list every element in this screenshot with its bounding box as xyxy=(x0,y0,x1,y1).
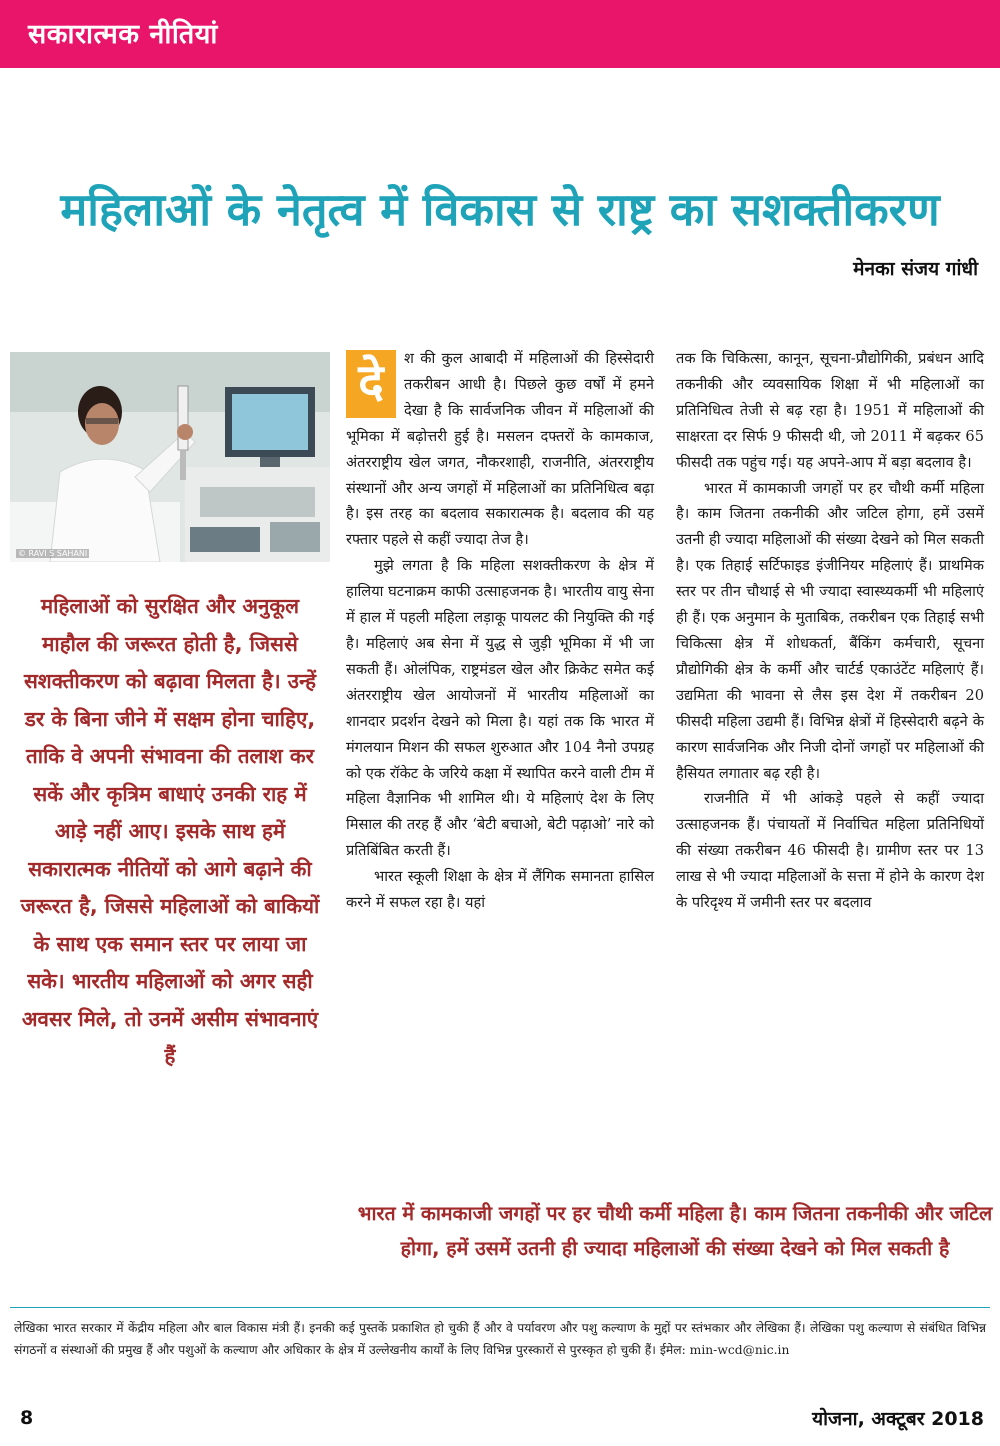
paragraph-1: श की कुल आबादी में महिलाओं की हिस्सेदारी तकरीबन आधी है। पिछले कुछ वर्षों में हमने देखा है कि सार्वजनिक जीवन में महिलाओं की भूमिका में बढ़ोत्तरी हुई है। मसलन दफ्तरों के कामकाज, अंतरराष्ट्रीय खेल जगत, नौकरशाही, राजनीति, अंतरराष्ट्रीय संस्थानों और अन्य जगहों में महिलाओं का प्रतिनिधित्व बढ़ा है। इस तरह का बदलाव सकारात्मक है। बदलाव की यह रफ्तार पहले से कहीं ज्यादा तेज है। xyxy=(346,350,654,549)
photo-credit: © RAVI S SAHANI xyxy=(18,549,88,558)
article-column-2 xyxy=(676,346,984,916)
footnote-divider xyxy=(10,1307,990,1308)
article-title: महिलाओं के नेतृत्व में विकास से राष्ट्र का सशक्तीकरण xyxy=(60,183,940,236)
paragraph-3: भारत स्कूली शिक्षा के क्षेत्र में लैंगिक समानता हासिल करने में सफल रहा है। यहां xyxy=(346,868,654,912)
author-footnote: लेखिका भारत सरकार में केंद्रीय महिला और बाल विकास मंत्री हैं। इनकी कई पुस्तकें प्रकाशित हो चुकी हैं और वे पर्यावरण और पशु कल्याण के मुद्दों पर स्तंभकार और लेखिका हैं। लेखिका पशु कल्याण से संबंधित विभिन्न संगठनों व संस्थाओं की प्रमुख हैं और पशुओं के कल्याण और अधिकार के क्षेत्र में उल्लेखनीय कार्यों के लिए विभिन्न पुरस्कारों से पुरस्कृत हो चुकी हैं। ईमेल: min-wcd@nic.in xyxy=(14,1321,986,1357)
author-name: मेनका संजय गांधी xyxy=(853,258,978,280)
pull-quote-bottom: भारत में कामकाजी जगहों पर हर चौथी कर्मी महिला है। काम जितना तकनीकी और जटिल होगा, हमें उसमें उतनी ही ज्यादा महिलाओं की संख्या देखने को मिल सकती है xyxy=(357,1202,993,1260)
section-label: सकारात्मक नीतियां xyxy=(28,19,218,50)
photo-scientist-pipette-icon xyxy=(10,352,330,562)
article-photo xyxy=(10,352,330,562)
page-number: 8 xyxy=(20,1407,34,1429)
drop-cap: दे xyxy=(346,350,396,418)
paragraph-4: तक कि चिकित्सा, कानून, सूचना-प्रौद्योगिकी, प्रबंधन आदि तकनीकी और व्यवसायिक शिक्षा में भी महिलाओं का प्रतिनिधित्व तेजी से बढ़ रहा है। 1951 में महिलाओं की साक्षरता दर सिर्फ 9 फीसदी थी, जो 2011 में बढ़कर 65 फीसदी तक पहुंच गई। यह अपने-आप में बड़ा बदलाव है। xyxy=(676,350,984,471)
paragraph-2: मुझे लगता है कि महिला सशक्तीकरण के क्षेत्र में हालिया घटनाक्रम काफी उत्साहजनक है। भारतीय वायु सेना में हाल में पहली महिला लड़ाकू पायलट की नियुक्ति की गई है। महिलाएं अब सेना में युद्ध से जुड़ी भूमिका में भी जा सकती हैं। ओलंपिक, राष्ट्रमंडल खेल और क्रिकेट समेत कई अंतरराष्ट्रीय खेल आयोजनों में भारतीय महिलाओं का शानदार प्रदर्शन देखने को मिला है। यहां तक कि भारत में मंगलयान मिशन की सफल शुरुआत और 104 नैनो उपग्रह को एक रॉकेट के जरिये कक्षा में स्थापित करने वाली टीम में महिला वैज्ञानिक भी शामिल थी। ये महिलाएं देश के लिए मिसाल की तरह हैं और ‘बेटी बचाओ, बेटी पढ़ाओ’ नारे को प्रतिबिंबित करती हैं। xyxy=(346,557,654,860)
article-column-1 xyxy=(346,346,654,916)
magazine-issue: योजना, अक्टूबर 2018 xyxy=(812,1408,984,1430)
paragraph-6: राजनीति में भी आंकड़े पहले से कहीं ज्यादा उत्साहजनक हैं। पंचायतों में निर्वाचित महिला प्रतिनिधियों की संख्या तकरीबन 46 फीसदी है। ग्रामीण स्तर पर 13 लाख से भी ज्यादा महिलाओं के सत्ता में होने के कारण देश के परिदृश्य में जमीनी स्तर पर बदलाव xyxy=(676,790,984,912)
section-banner xyxy=(0,0,1000,68)
paragraph-5: भारत में कामकाजी जगहों पर हर चौथी कर्मी महिला है। काम जितना तकनीकी और जटिल होगा, हमें उसमें उतनी ही ज्यादा महिलाओं की संख्या देखने को मिल सकती है। एक तिहाई सर्टिफाइड इंजीनियर महिलाएं हैं। प्राथमिक स्तर पर तीन चौथाई से भी ज्यादा स्वास्थ्यकर्मी भी महिलाएं ही हैं। एक अनुमान के मुताबिक, तकरीबन एक तिहाई सभी चिकित्सा क्षेत्र में शोधकर्ता, बैंकिंग कर्मचारी, सूचना प्रौद्योगिकी क्षेत्र के कर्मी और चार्टर्ड एकाउंटेंट महिलाएं हैं। उद्यमिता की भावना से लैस इस देश में तकरीबन 20 फीसदी महिला उद्यमी हैं। विभिन्न क्षेत्रों में हिस्सेदारी बढ़ने के कारण सार्वजनिक और निजी दोनों जगहों पर महिलाओं की हैसियत लगातार बढ़ रही है। xyxy=(676,479,984,782)
pull-quote-left: महिलाओं को सुरक्षित और अनुकूल माहौल की जरूरत होती है, जिससे सशक्तीकरण को बढ़ावा मिलता है। उन्हें डर के बिना जीने में सक्षम होना चाहिए, ताकि वे अपनी संभावना की तलाश कर सकें और कृत्रिम बाधाएं उनकी राह में आड़े नहीं आए। इसके साथ हमें सकारात्मक नीतियों को आगे बढ़ाने की जरूरत है, जिससे महिलाओं को बाकियों के साथ एक समान स्तर पर लाया जा सके। भारतीय महिलाओं को अगर सही अवसर मिले, तो उनमें असीम संभावनाएं हैं xyxy=(20,594,320,1068)
